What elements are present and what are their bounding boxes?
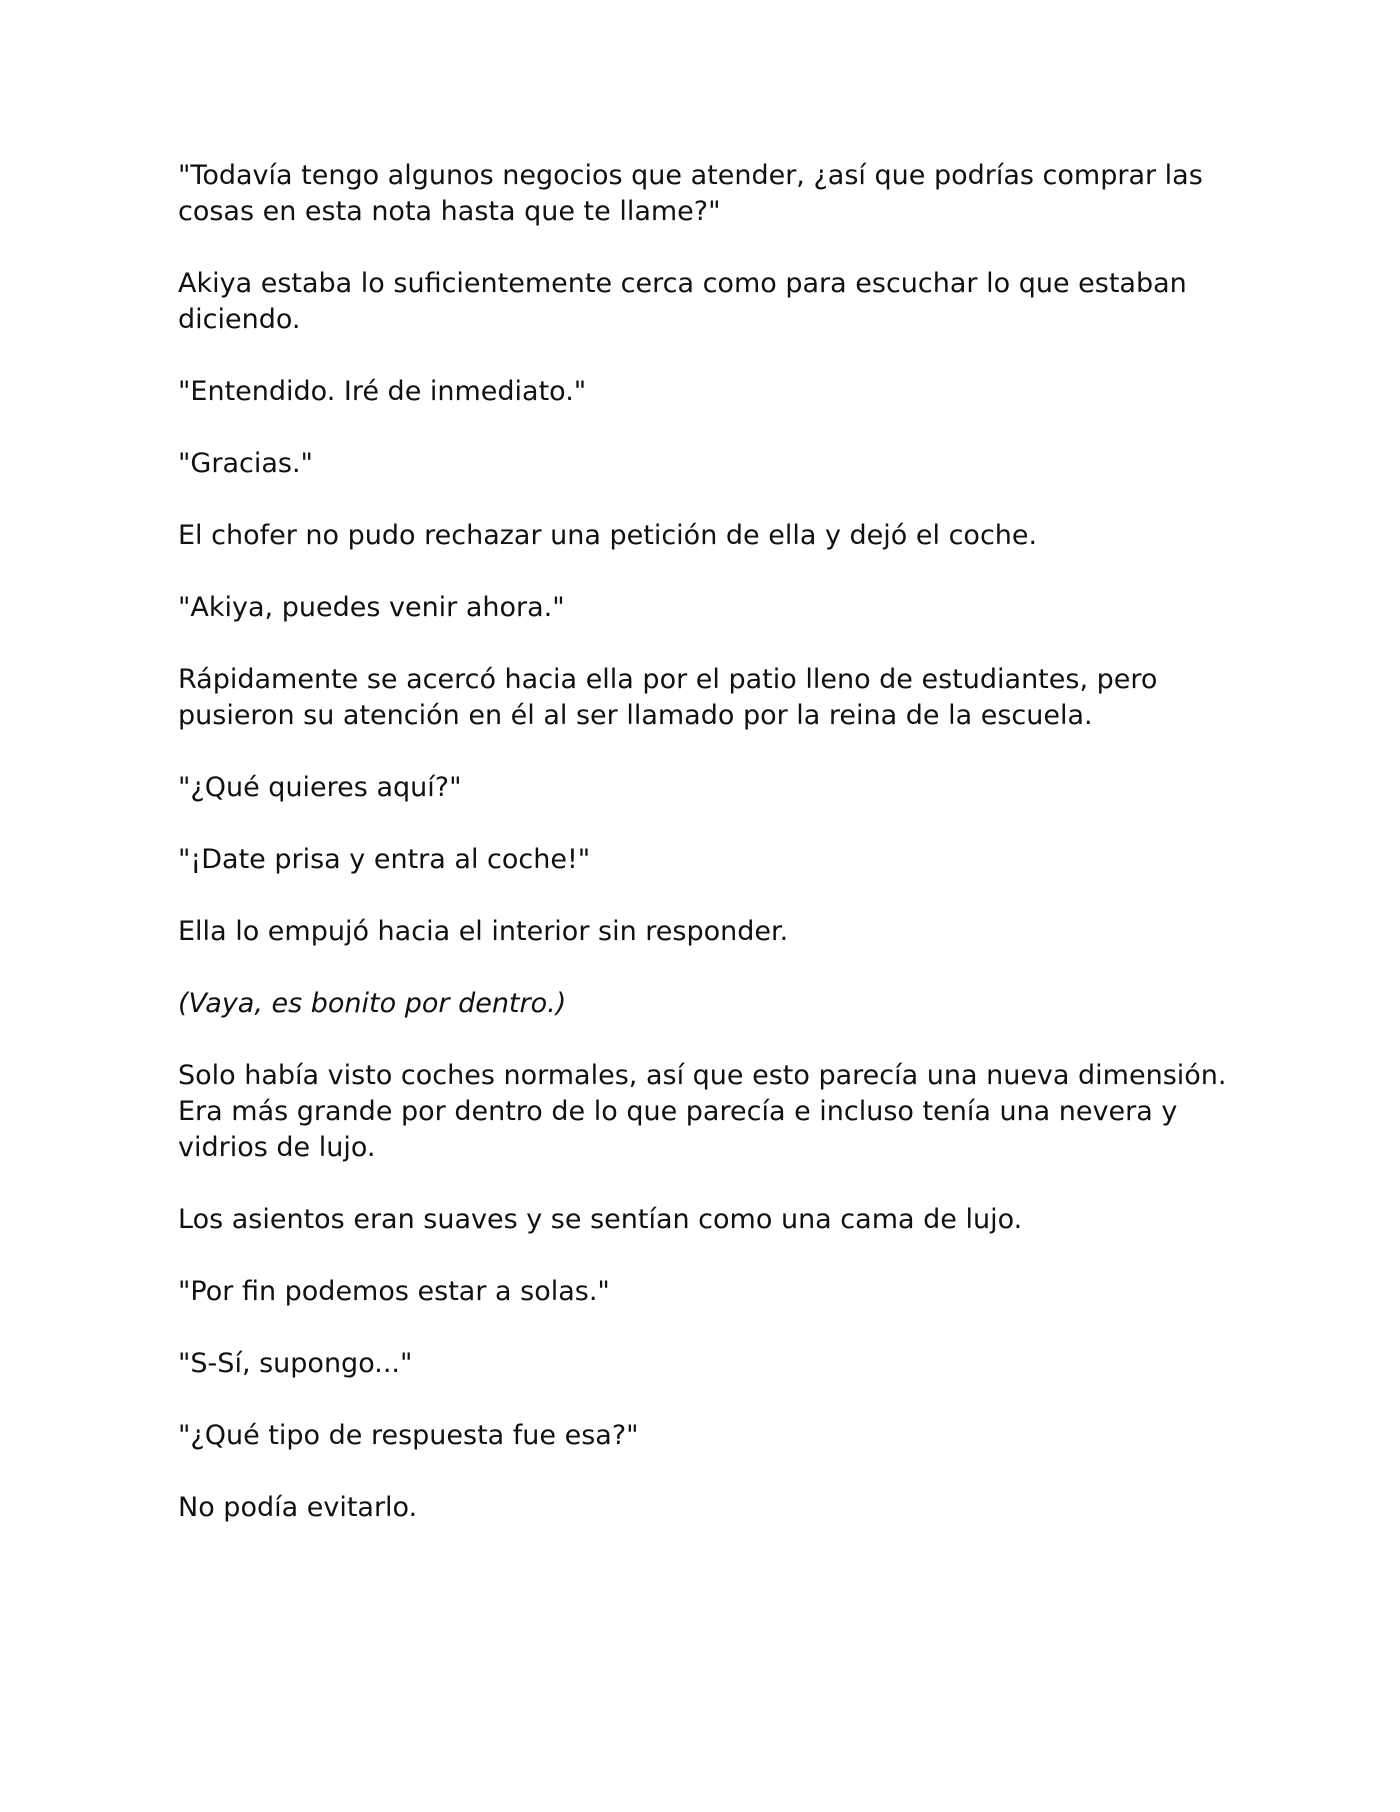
paragraph: Rápidamente se acercó hacia ella por el patio lleno de estudiantes, pero pusieron su atención en él al ser llamado por la reina de la escuela.: [178, 664, 1158, 731]
paragraph-thought: (Vaya, es bonito por dentro.): [178, 988, 567, 1019]
document-body: [178, 158, 1258, 1562]
paragraph: Solo había visto coches normales, así que esto parecía una nueva dimensión. Era más grande por dentro de lo que parecía e incluso tenía una nevera y vidrios de lujo.: [178, 1060, 1227, 1163]
paragraph: Ella lo empujó hacia el interior sin responder.: [178, 916, 789, 947]
paragraph: "Entendido. Iré de inmediato.": [178, 376, 587, 407]
paragraph: Los asientos eran suaves y se sentían como una cama de lujo.: [178, 1204, 1023, 1235]
paragraph: "¿Qué quieres aquí?": [178, 772, 462, 803]
paragraph: "Akiya, puedes venir ahora.": [178, 592, 565, 623]
paragraph: "Gracias.": [178, 448, 313, 479]
paragraph: "¡Date prisa y entra al coche!": [178, 844, 591, 875]
paragraph: "Por fin podemos estar a solas.": [178, 1276, 610, 1307]
paragraph: "Todavía tengo algunos negocios que atender, ¿así que podrías comprar las cosas en esta nota hasta que te llame?": [178, 160, 1203, 227]
paragraph: Akiya estaba lo suficientemente cerca como para escuchar lo que estaban diciendo.: [178, 268, 1187, 335]
paragraph: No podía evitarlo.: [178, 1492, 418, 1523]
paragraph: "¿Qué tipo de respuesta fue esa?": [178, 1420, 639, 1451]
paragraph: "S-Sí, supongo...": [178, 1348, 413, 1379]
paragraph: El chofer no pudo rechazar una petición de ella y dejó el coche.: [178, 520, 1038, 551]
